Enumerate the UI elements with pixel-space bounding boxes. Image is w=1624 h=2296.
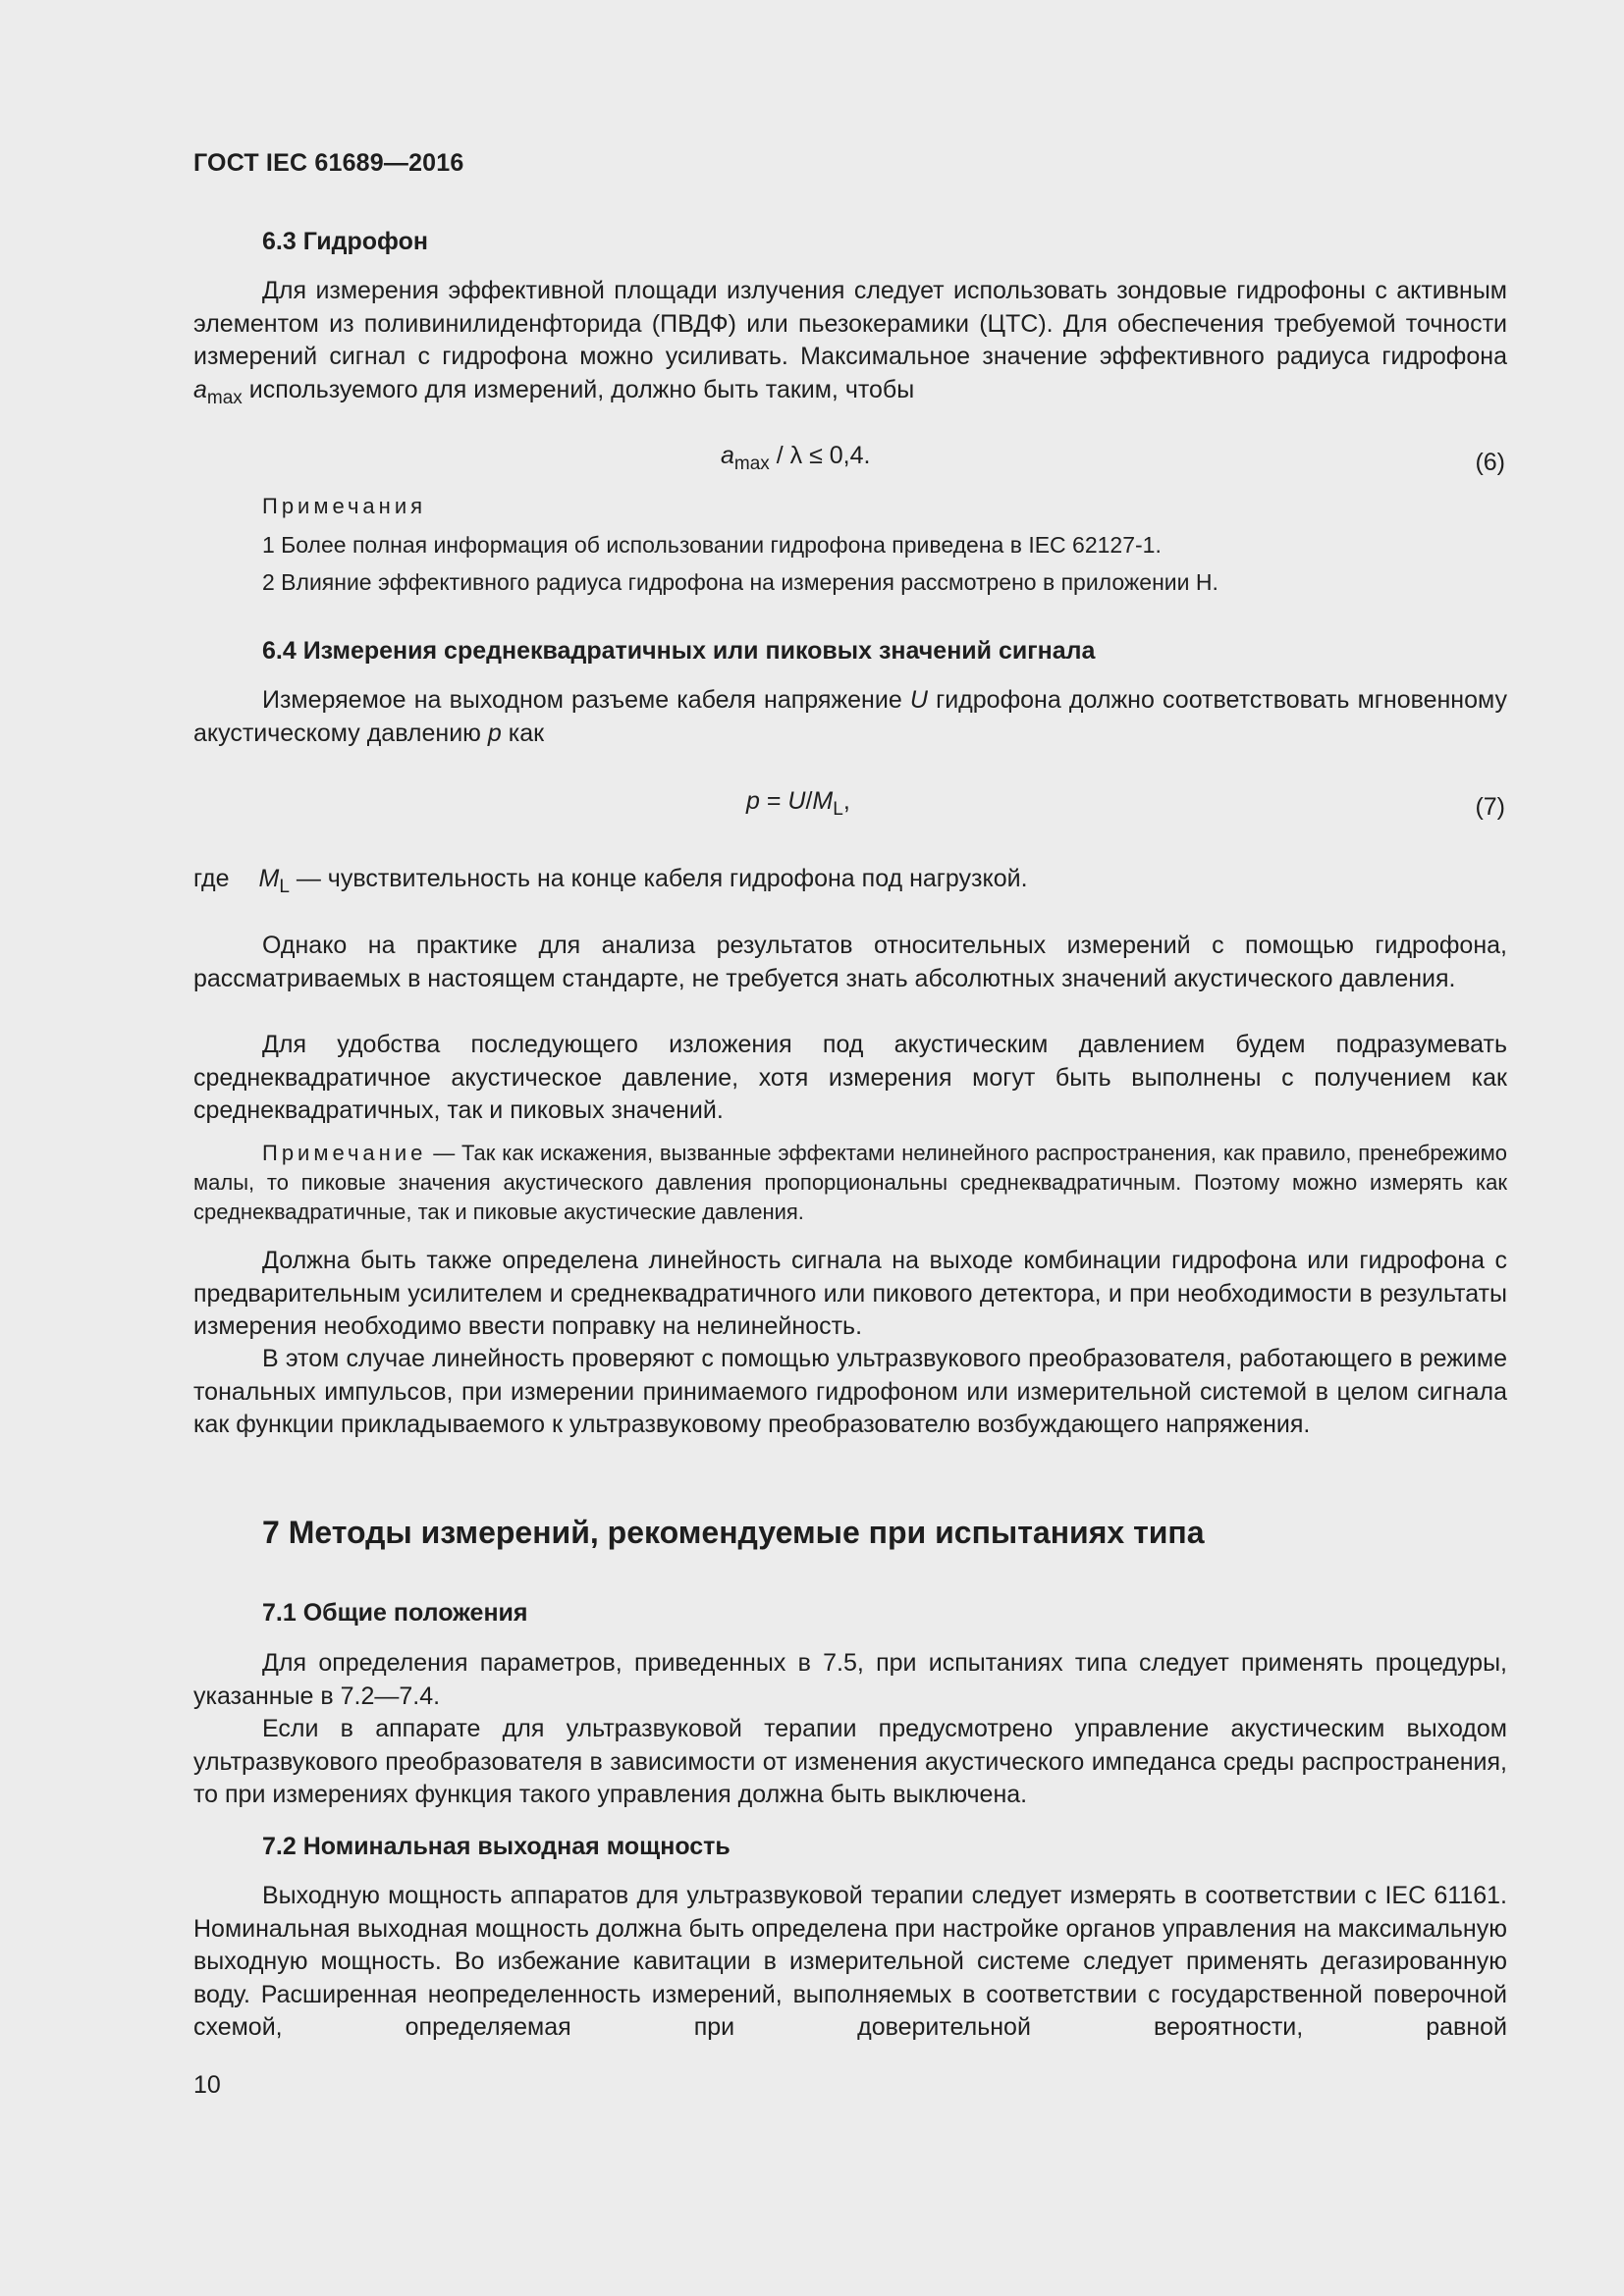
- section-6-4-paragraph-1: Измеряемое на выходном разъеме кабеля напряжение U гидрофона должно соответствовать мгновенному акустическому давлению p как: [193, 686, 1507, 747]
- section-7-2-title: 7.2 Номинальная выходная мощность: [262, 1833, 731, 1860]
- section-6-4-paragraph-5: В этом случае линейность проверяют с помощью ультразвукового преобразователя, работающего в режиме тональных импульсов, при измерении принимаемого гидрофоном или измерительной системой в целом сигнала как функции прикладываемого к ультразвуковому преобразователю возбуждающего напряжения.: [193, 1345, 1507, 1438]
- section-6-4-note: Примечание — Так как искажения, вызванные эффектами нелинейного распространения, как правило, пренебрежимо малы, то пиковые значения акустического давления пропорциональны среднеквадратичным. Поэтому можно измерять как среднеквадратичные, так и пиковые акустические давления.: [193, 1141, 1507, 1224]
- equation-number-6: (6): [1475, 449, 1505, 476]
- formula-7: $p = U/M_L$,: [746, 787, 850, 820]
- section-7-1-paragraph-1: Для определения параметров, приведенных в 7.5, при испытаниях типа следует применять процедуры, указанные в 7.2—7.4.: [193, 1649, 1507, 1710]
- notes-heading: Примечания: [262, 494, 427, 518]
- note-1: 1 Более полная информация об использовании гидрофона приведена в IEC 62127-1.: [262, 532, 1162, 558]
- page-number: 10: [193, 2071, 221, 2099]
- section-7-1-title: 7.1 Общие положения: [262, 1599, 528, 1627]
- equation-number-7: (7): [1475, 793, 1505, 821]
- section-7-2-paragraph-1: Выходную мощность аппаратов для ультразвуковой терапии следует измерять в соответствии с IEC 61161. Номинальная выходная мощность должна быть определена при настройке органов управления на максимальную выходную мощность. Во избежание кавитации в измерительной системе следует применять дегазированную воду. Расширенная неопределенность измерений, выполняемых в соответствии с государственной поверочной схемой, определяемая при доверительной вероятности, равной: [193, 1882, 1507, 2041]
- section-6-4-paragraph-2: Однако на практике для анализа результатов относительных измерений с помощью гидрофона, рассматриваемых в настоящем стандарте, не требуется знать абсолютных значений акустического давления.: [193, 932, 1507, 992]
- section-6-4-paragraph-4: Должна быть также определена линейность сигнала на выходе комбинации гидрофона или гидрофона с предварительным усилителем и среднеквадратичного или пикового детектора, и при необходимости в результаты измерения необходимо ввести поправку на нелинейность.: [193, 1247, 1507, 1340]
- section-6-3-title: 6.3 Гидрофон: [262, 228, 428, 255]
- section-7-1-paragraph-2: Если в аппарате для ультразвуковой терапии предусмотрено управление акустическим выходом ультразвукового преобразователя в зависимости от изменения акустического импеданса среды распространения, то при измерениях функция такого управления должна быть выключена.: [193, 1715, 1507, 1808]
- note-2: 2 Влияние эффективного радиуса гидрофона на измерения рассмотрено в приложении Н.: [262, 569, 1218, 595]
- section-6-4-title: 6.4 Измерения среднеквадратичных или пиковых значений сигнала: [262, 637, 1096, 665]
- where-clause: где $M_L$ — чувствительность на конце кабеля гидрофона под нагрузкой.: [193, 865, 1028, 897]
- section-7-title: 7 Методы измерений, рекомендуемые при испытаниях типа: [262, 1515, 1205, 1550]
- section-6-4-paragraph-3: Для удобства последующего изложения под акустическим давлением будем подразумевать среднеквадратичное акустическое давление, хотя измерения могут быть выполнены с получением как среднеквадратичных, так и пиковых значений.: [193, 1031, 1507, 1124]
- section-6-3-paragraph: Для измерения эффективной площади излучения следует использовать зондовые гидрофоны с активным элементом из поливинилиденфторида (ПВДФ) или пьезокерамики (ЦТС). Для обеспечения требуемой точности измерений сигнал с гидрофона можно усиливать. Максимальное значение эффективного радиуса гидрофона $a_{max}$ используемого для измерений, должно быть таким, чтобы: [193, 277, 1507, 408]
- document-header: ГОСТ IEC 61689—2016: [193, 149, 464, 177]
- formula-6: $a_{max} / \lambda \le 0,4$.: [721, 442, 871, 474]
